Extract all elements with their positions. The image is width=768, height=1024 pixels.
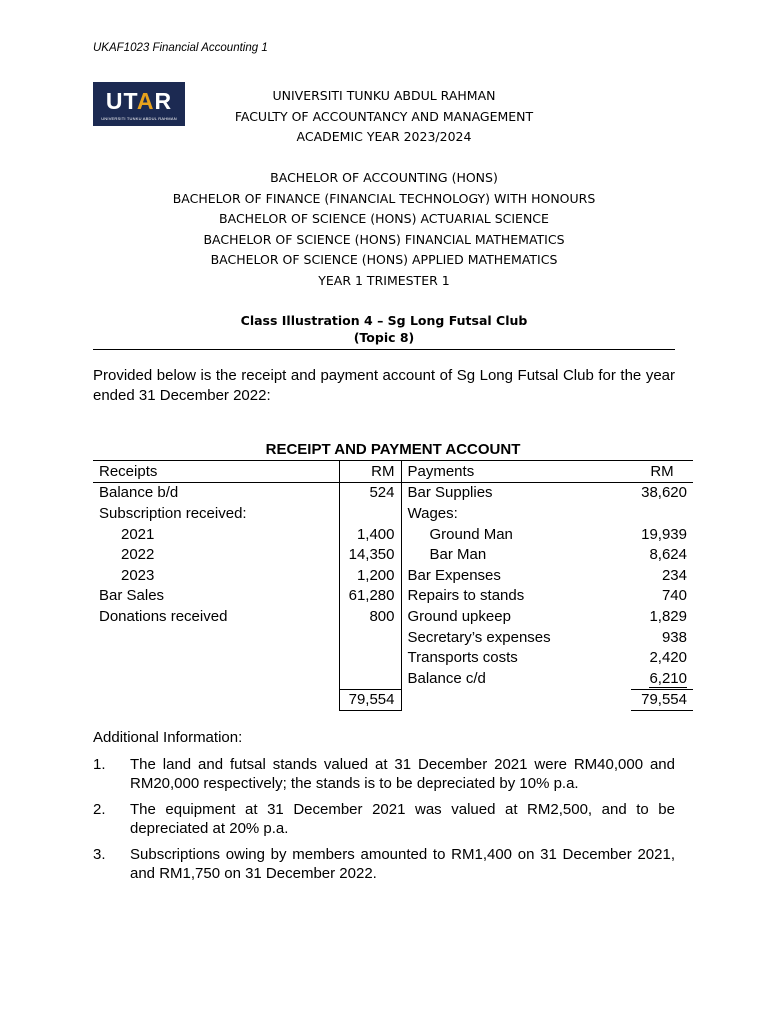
receipt-label: 2023: [121, 566, 155, 584]
program-list: [0, 168, 768, 291]
list-item-text: The land and futsal stands valued at 31 December 2021 were RM40,000 and RM20,000 respectively; the stands is to be depreciated by 10% p.a.: [130, 756, 675, 792]
program-line: BACHELOR OF SCIENCE (HONS) FINANCIAL MATHEMATICS: [203, 231, 565, 247]
payment-label: Ground upkeep: [407, 607, 511, 625]
receipt-payment-table: [93, 460, 693, 711]
document-title: [0, 312, 768, 346]
receipt-label: [93, 668, 339, 689]
payment-amount: 19,939: [641, 525, 687, 543]
list-item: [93, 845, 675, 883]
receipts-currency-header: RM: [339, 461, 401, 483]
title-line: (Topic 8): [353, 330, 415, 345]
table-row: [93, 482, 693, 503]
program-line: BACHELOR OF SCIENCE (HONS) ACTUARIAL SCIENCE: [219, 211, 549, 226]
payment-amount: 1,829: [649, 607, 687, 625]
receipt-amount: [339, 627, 401, 648]
payment-amount: 740: [661, 587, 687, 605]
payment-amount: [631, 503, 693, 524]
table-row: [93, 524, 693, 545]
payment-label: Bar Man: [429, 546, 487, 564]
course-code: UKAF1023 Financial Accounting 1: [93, 42, 268, 54]
table-row: [93, 503, 693, 524]
program-line: BACHELOR OF ACCOUNTING (HONS): [270, 170, 498, 185]
total-spacer: [93, 689, 339, 711]
payment-amount: 234: [661, 566, 687, 584]
table-row: [93, 627, 693, 648]
receipt-amount: [339, 668, 401, 689]
receipts-total: 79,554: [339, 689, 401, 711]
receipt-label: [93, 627, 339, 648]
title-divider: [93, 349, 675, 350]
list-item-number: 2.: [93, 801, 106, 818]
table-row: [93, 606, 693, 627]
payment-label: Balance c/d: [407, 669, 486, 687]
program-line: BACHELOR OF FINANCE (FINANCIAL TECHNOLOGY) WITH HONOURS: [172, 190, 596, 206]
header-line: ACADEMIC YEAR 2023/2024: [296, 129, 472, 144]
receipt-label: 2022: [121, 546, 155, 564]
payments-total: 79,554: [631, 689, 693, 711]
university-header: [0, 86, 768, 148]
table-row: [93, 565, 693, 586]
account-title: RECEIPT AND PAYMENT ACCOUNT: [265, 441, 521, 458]
table-header-row: [93, 461, 693, 483]
receipt-label: Subscription received:: [99, 504, 247, 522]
payment-label: Bar Supplies: [407, 484, 493, 502]
additional-info-list: [93, 755, 675, 890]
logo-subtext: UNIVERSITI TUNKU ABDUL RAHMAN: [101, 116, 177, 121]
receipt-label: 2021: [121, 525, 155, 543]
payment-label: Bar Expenses: [407, 566, 501, 584]
total-spacer: [401, 689, 631, 711]
header-line: FACULTY OF ACCOUNTANCY AND MANAGEMENT: [234, 108, 534, 124]
program-line: BACHELOR OF SCIENCE (HONS) APPLIED MATHEMATICS: [210, 252, 558, 267]
payment-amount: 938: [661, 628, 687, 646]
payment-amount: [631, 668, 693, 689]
receipt-amount: 800: [339, 606, 401, 627]
receipts-header: Receipts: [93, 461, 339, 483]
payments-currency-header: RM: [631, 461, 693, 483]
receipt-label: Balance b/d: [99, 484, 179, 502]
receipt-amount: [339, 503, 401, 524]
receipt-amount: 61,280: [339, 586, 401, 607]
list-item-text: The equipment at 31 December 2021 was valued at RM2,500, and to be depreciated at 20% p.a.: [130, 801, 675, 837]
total-row: [93, 689, 693, 711]
receipt-amount: 1,400: [339, 524, 401, 545]
table-row: [93, 586, 693, 607]
payment-label: Repairs to stands: [407, 587, 525, 605]
table-row: [93, 544, 693, 565]
intro-paragraph: Provided below is the receipt and payment account of Sg Long Futsal Club for the year ended 31 December 2022:: [93, 367, 675, 404]
table-row: [93, 647, 693, 668]
list-item: [93, 800, 675, 838]
receipt-amount: [339, 647, 401, 668]
payment-label: Secretary’s expenses: [407, 628, 551, 646]
receipt-amount: 14,350: [339, 544, 401, 565]
payment-amount: 38,620: [641, 484, 687, 502]
table-row: [93, 668, 693, 689]
payments-header: Payments: [401, 461, 631, 483]
payment-amount: 2,420: [649, 649, 687, 667]
payment-amount: 8,624: [649, 546, 687, 564]
payment-label: Transports costs: [407, 649, 518, 667]
payment-label: Ground Man: [429, 525, 513, 543]
header-line: UNIVERSITI TUNKU ABDUL RAHMAN: [272, 88, 496, 103]
list-item-number: 3.: [93, 846, 106, 863]
receipt-amount: 1,200: [339, 565, 401, 586]
title-line: Class Illustration 4 – Sg Long Futsal Club: [240, 313, 528, 328]
receipt-label: Bar Sales: [99, 587, 165, 605]
logo-wordmark: UTAR: [105, 88, 173, 114]
payment-label: Wages:: [407, 504, 458, 522]
list-item-text: Subscriptions owing by members amounted to RM1,400 on 31 December 2021, and RM1,750 on 31 December 2022.: [130, 846, 675, 882]
receipt-label: [93, 647, 339, 668]
list-item-number: 1.: [93, 756, 106, 773]
payment-amount-underlined: 6,210: [649, 669, 687, 687]
program-line: YEAR 1 TRIMESTER 1: [318, 272, 450, 288]
additional-info-title: Additional Information:: [93, 729, 243, 746]
receipt-amount: 524: [339, 482, 401, 503]
receipt-label: Donations received: [99, 607, 228, 625]
list-item: [93, 755, 675, 793]
